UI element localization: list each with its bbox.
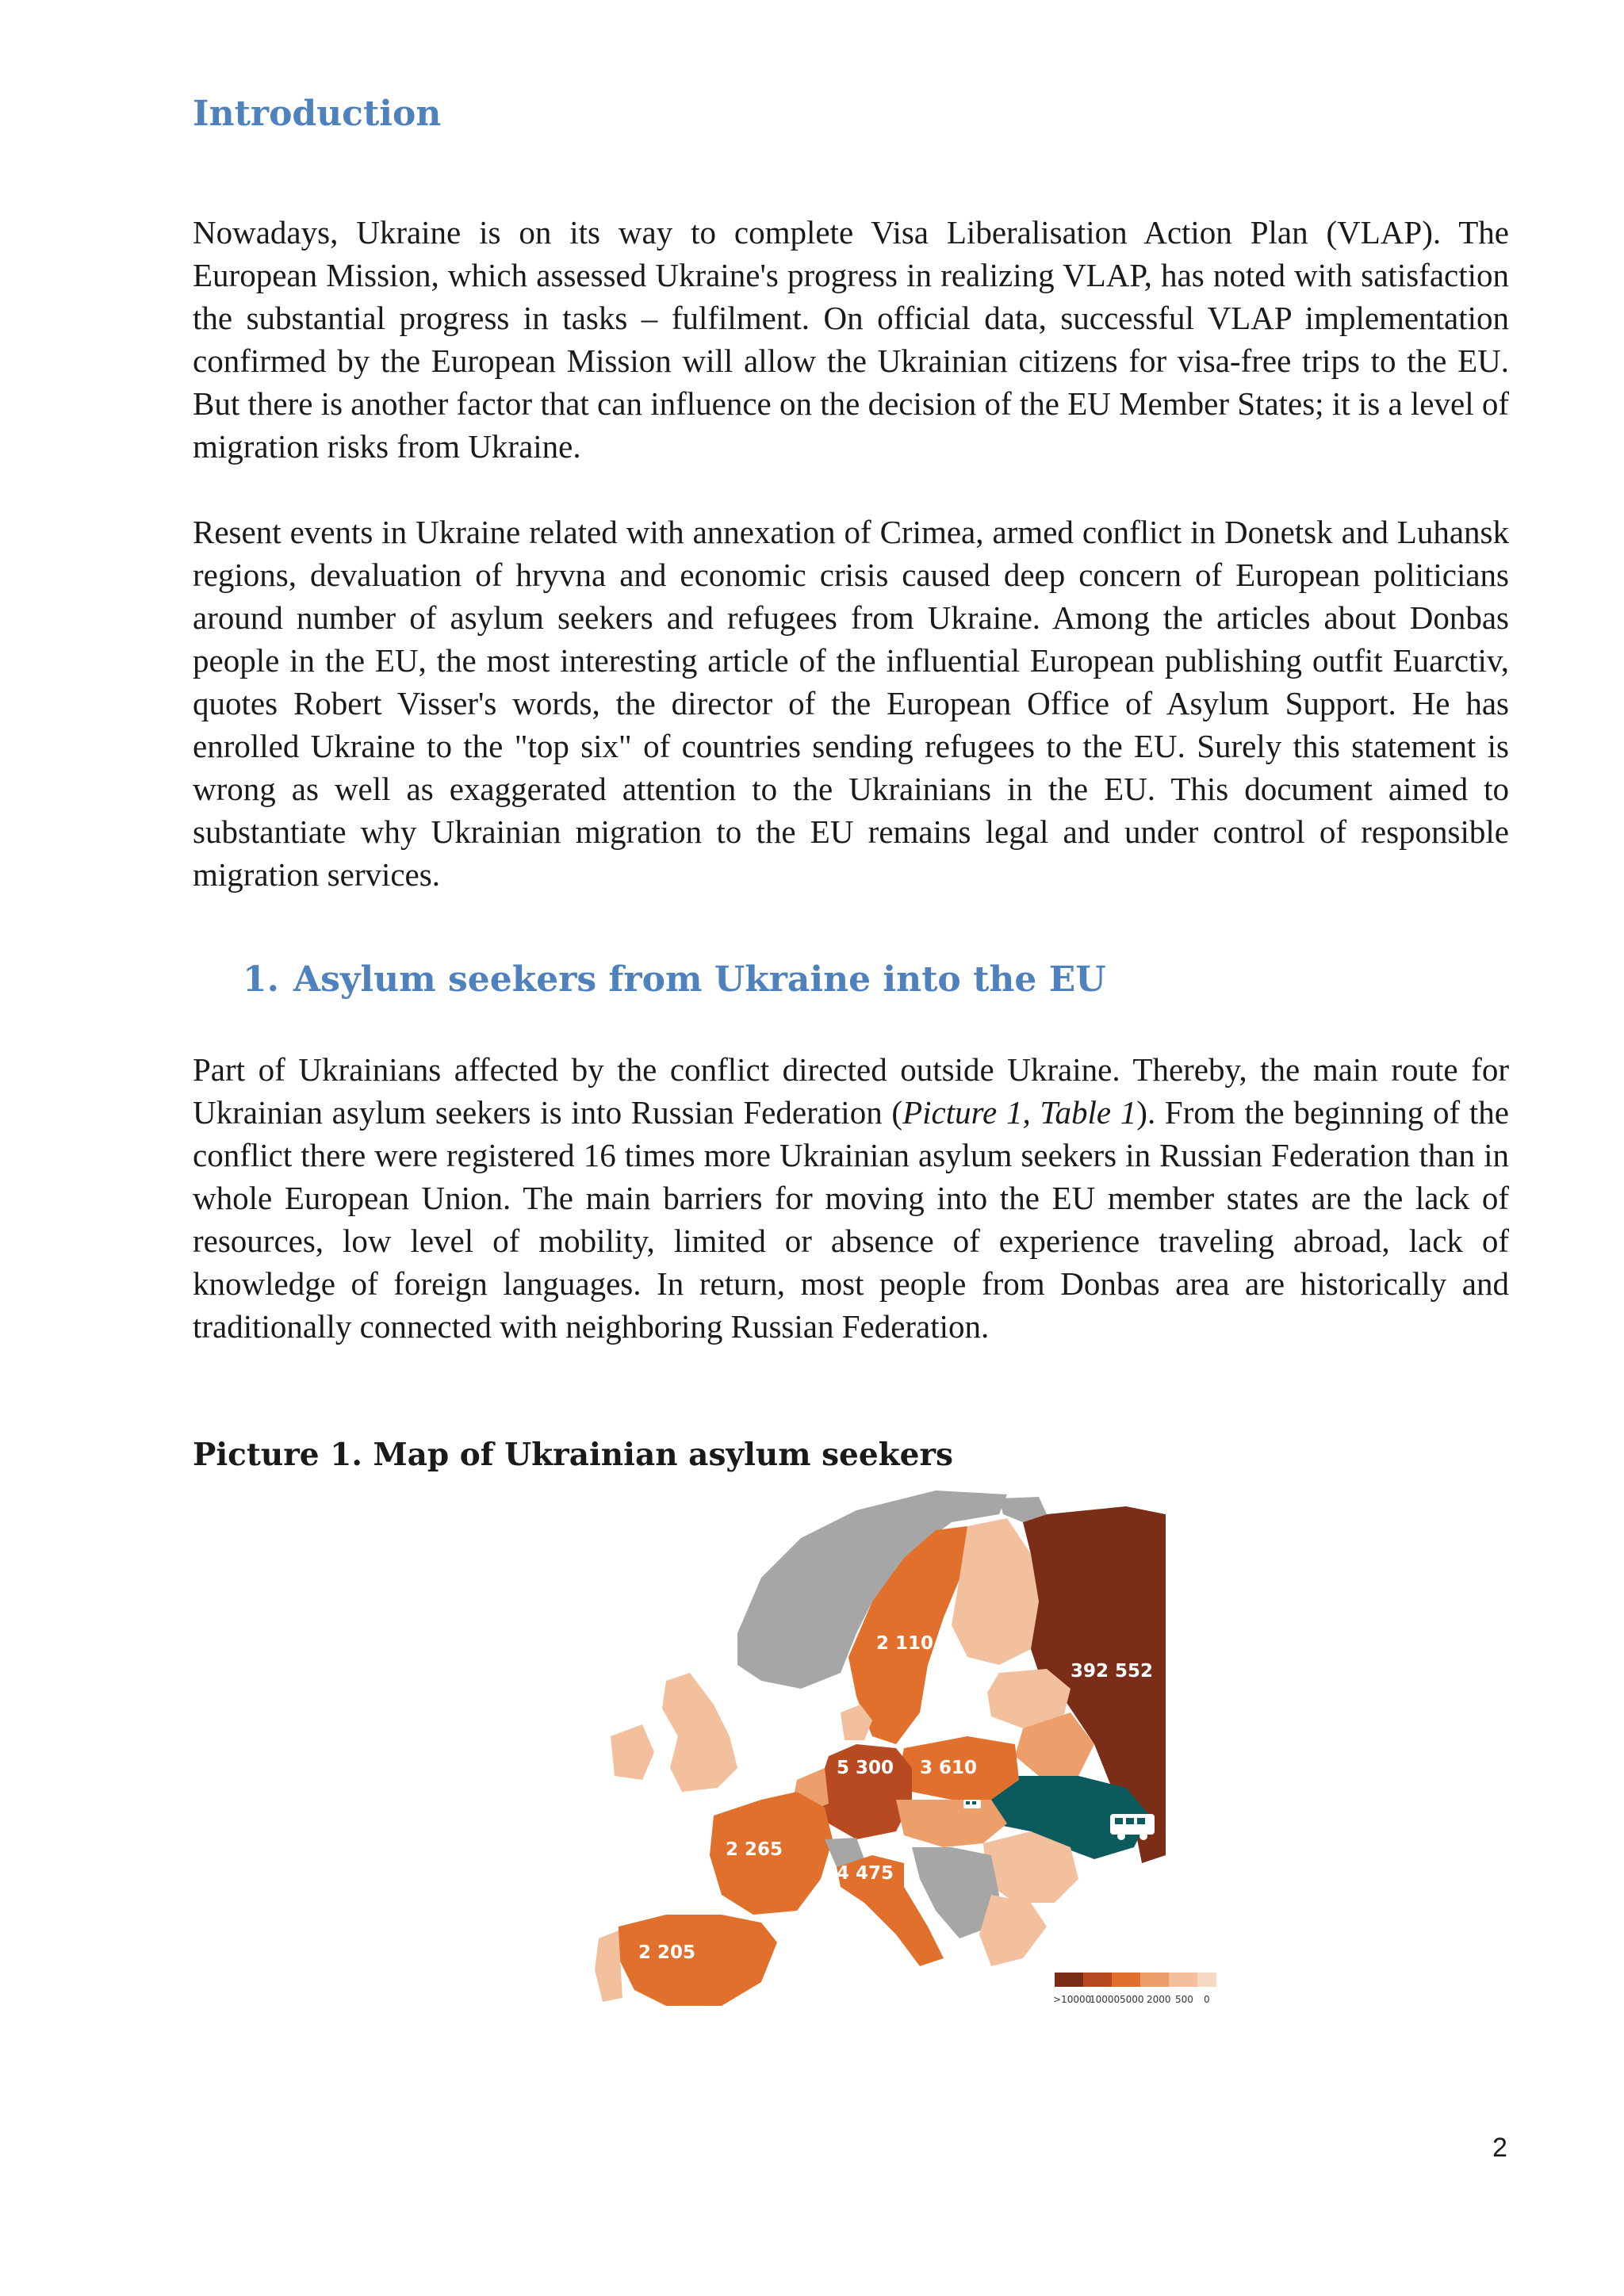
legend-swatch-2 — [1083, 1973, 1112, 1987]
legend-swatch-4 — [1140, 1973, 1169, 1987]
section-1-heading — [243, 959, 1106, 1000]
spain-value-label: 2 205 — [638, 1942, 696, 1963]
small-bus-icon — [963, 1800, 981, 1808]
legend-label-6: 0 — [1204, 1994, 1210, 2005]
europe-asylum-map — [523, 1483, 1221, 2038]
legend-label-1: >10000 — [1053, 1994, 1092, 2005]
portugal-region — [595, 1931, 622, 2002]
picture-table-reference: Picture 1, Table 1 — [902, 1094, 1137, 1131]
poland-value-label: 3 610 — [920, 1758, 978, 1778]
legend-swatch-3 — [1112, 1973, 1140, 1987]
page-number: 2 — [1492, 2133, 1507, 2163]
legend-swatch-1 — [1055, 1973, 1083, 1987]
uk-region — [662, 1673, 737, 1792]
ireland-region — [611, 1724, 654, 1780]
legend-swatch-6 — [1197, 1973, 1216, 1987]
sweden-value-label: 2 110 — [876, 1633, 934, 1654]
intro-paragraph-1: Nowadays, Ukraine is on its way to complete Visa Liberalisation Action Plan (VLAP). The European Mission, which assessed Ukraine's progress in realizing VLAP, has noted with satisfaction the substantial progress in tasks – fulfilment. On official data, successful VLAP implementation confirmed by the European Mission will allow the Ukrainian citizens for visa-free trips to the EU. But there is another factor that can influence on the decision of the EU Member States; it is a level of migration risks from Ukraine. — [193, 214, 1509, 465]
section-number: 1. — [243, 959, 279, 1000]
italy-value-label: 4 475 — [837, 1863, 894, 1884]
introduction-heading: Introduction — [193, 94, 442, 134]
section-1-paragraph — [193, 1048, 1509, 1348]
figure-caption: Picture 1. Map of Ukrainian asylum seekers — [193, 1437, 954, 1473]
greece-region — [979, 1895, 1047, 1966]
paragraph-text-end: ). From the beginning of the conflict there were registered 16 times more Ukrainian asylum seekers in Russian Federation than in whole European Union. The main barriers for moving into the EU member states are the lack of resources, low level of mobility, limited or absence of experience traveling abroad, lack of knowledge of foreign languages. In return, most people from Donbas area are historically and traditionally connected with neighboring Russian Federation. — [193, 1094, 1509, 1345]
section-title: Asylum seekers from Ukraine into the EU — [293, 959, 1106, 1000]
legend-label-2: 10000 — [1090, 1994, 1120, 2005]
france-value-label: 2 265 — [726, 1839, 783, 1860]
paragraph-text-start: Part of Ukrainians affected by the conflict directed outside Ukraine. Thereby, the main route for Ukrainian asylum seekers is into Russian Federation ( — [193, 1051, 1509, 1131]
legend-label-5: 500 — [1175, 1994, 1193, 2005]
legend-swatch-5 — [1169, 1973, 1197, 1987]
russia-value-label: 392 552 — [1071, 1661, 1154, 1682]
intro-paragraph-2: Resent events in Ukraine related with annexation of Crimea, armed conflict in Donetsk and Luhansk regions, devaluation of hryvna and economic crisis caused deep concern of European politicians around number of asylum seekers and refugees from Ukraine. Among the articles about Donbas people in the EU, the most interesting article of the influential European publishing outfit Euarctiv, quotes Robert Visser's words, the director of the European Office of Asylum Support. He has enrolled Ukraine to the "top six" of countries sending refugees to the EU. Surely this statement is wrong as well as exaggerated attention to the Ukrainians in the EU. This document aimed to substantiate why Ukrainian migration to the EU remains legal and under control of responsible migration services. — [193, 514, 1509, 893]
germany-value-label: 5 300 — [837, 1758, 894, 1778]
legend-label-3: 5000 — [1120, 1994, 1144, 2005]
central-europe-region — [896, 1800, 1007, 1847]
map-legend — [1053, 1973, 1216, 2005]
legend-label-4: 2000 — [1147, 1994, 1171, 2005]
